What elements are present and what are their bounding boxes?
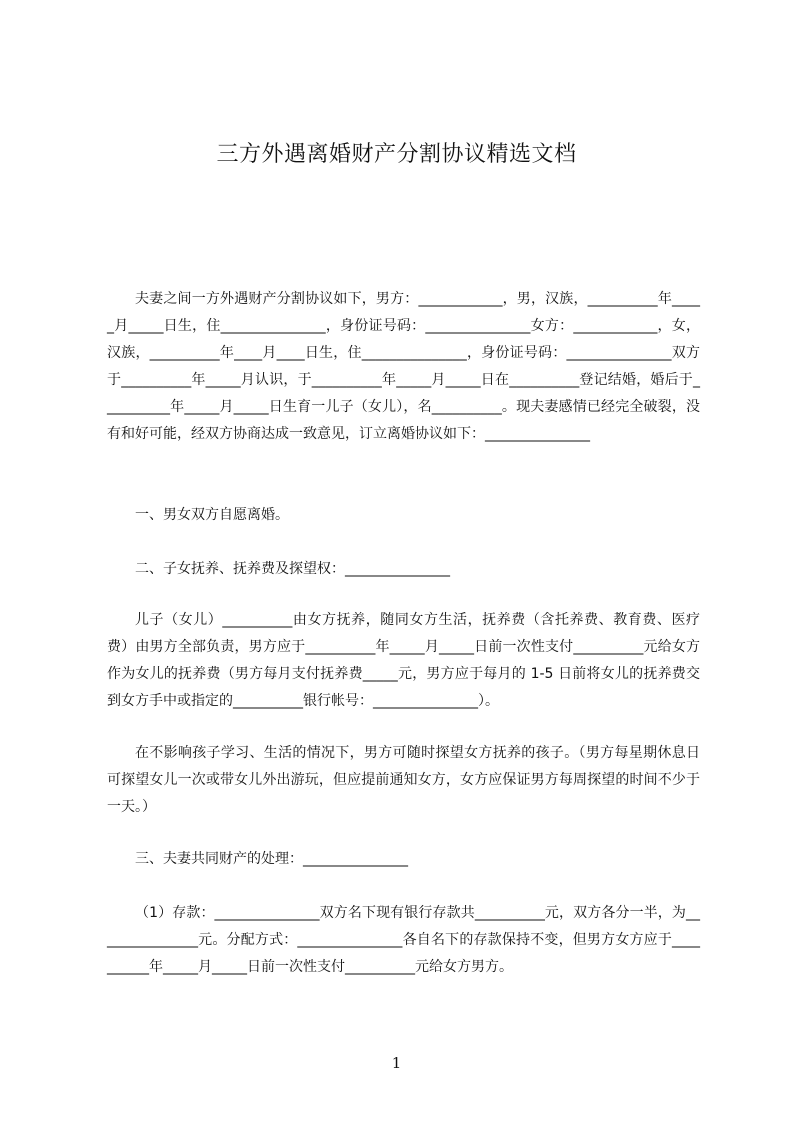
section-3-heading: 三、夫妻共同财产的处理：_______________: [135, 851, 408, 867]
child-support-paragraph: 儿子（女儿）__________由女方抚养，随同女方生活，抚养费（含托养费、教育费、医疗费）由男方全部负责，男方应于__________年_____月_____日前一次性支付__________元给女方作为女儿的抚养费（男方每月支付抚养费_____元，男方应于每月的 1-5 日前将女儿的抚养费交到女方手中或指定的__________银行帐号：_______________）。: [107, 612, 700, 709]
document-title: 三方外遇离婚财产分割协议精选文档: [216, 142, 577, 167]
deposit-division-paragraph: （1）存款：_______________双方名下现有银行存款共__________元，双方各分一半，为_______________元。分配方式：_______________各自名下的存款保持不变，但男方女方应于__________年_____月_____日前一次性支付__________元给女方男方。: [107, 905, 700, 975]
section-2-heading: 二、子女抚养、抚养费及探望权：_______________: [135, 561, 450, 577]
agreement-intro-paragraph: 夫妻之间一方外遇财产分割协议如下，男方：____________，男，汉族，__________年_____月_____日生，住_______________，身份证号码：_______________女方：____________，女，汉族，__________年____月____日生，住_______________，身份证号码：_______________双方于__________年_____月认识，于__________年_____月_____日在__________登记结婚，婚后于__________年_____月_____日生育一儿子（女儿），名__________。现夫妻感情已经完全破裂，没有和好可能，经双方协商达成一致意见，订立离婚协议如下：_______________: [107, 291, 700, 442]
page-number: 1: [391, 1054, 402, 1072]
visitation-paragraph: 在不影响孩子学习、生活的情况下，男方可随时探望女方抚养的孩子。（男方每星期休息日可探望女儿一次或带女儿外出游玩，但应提前通知女方，女方应保证男方每周探望的时间不少于一天。）: [107, 745, 700, 815]
section-1-heading: 一、男女双方自愿离婚。: [135, 507, 289, 523]
